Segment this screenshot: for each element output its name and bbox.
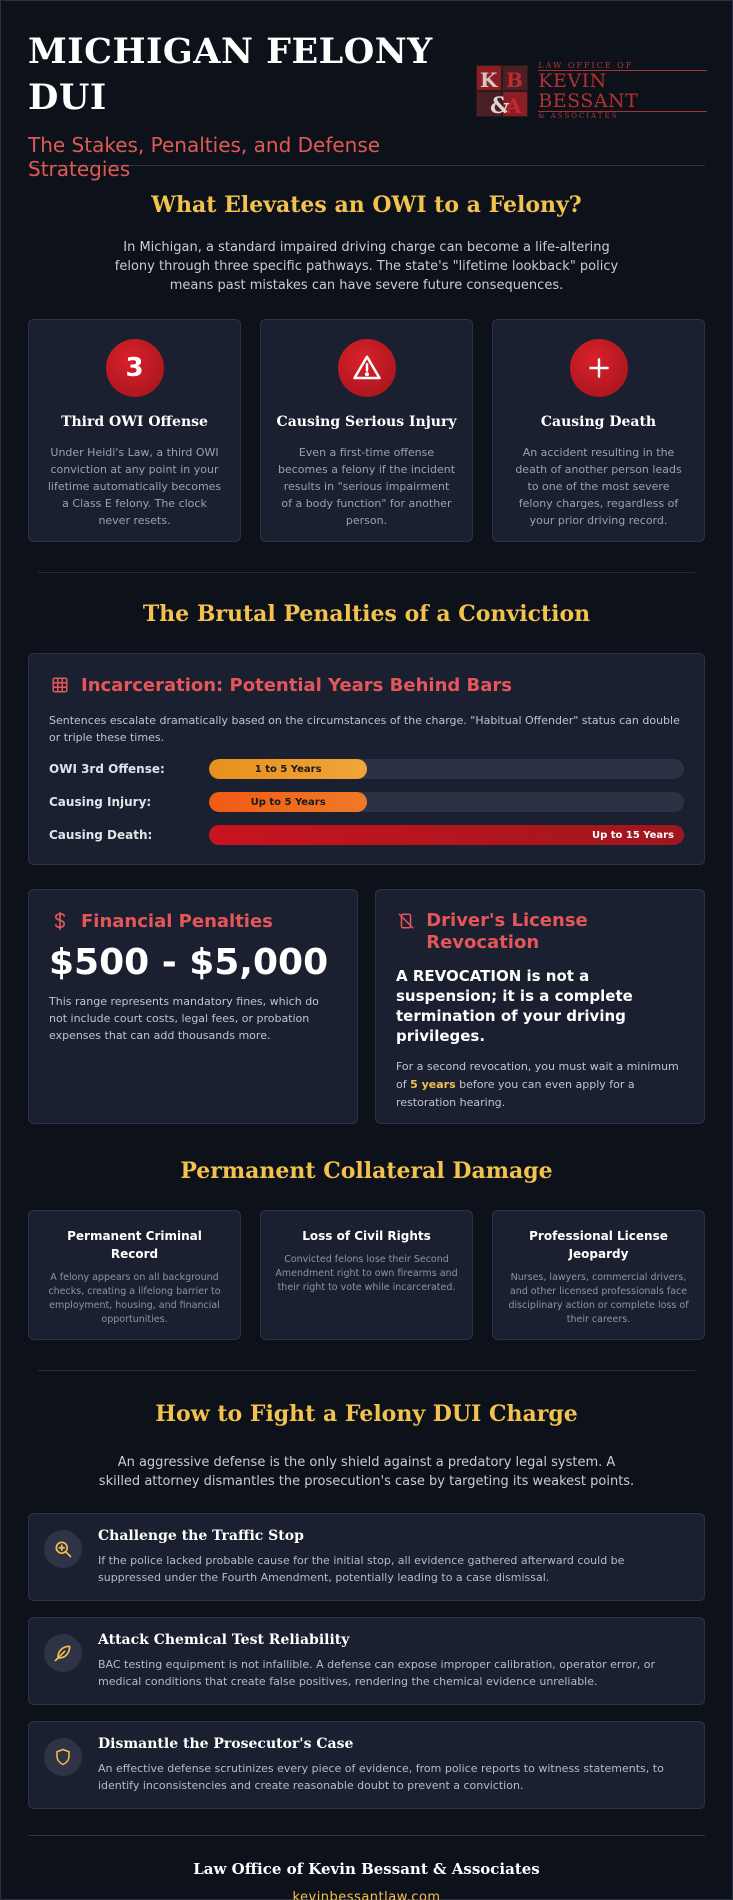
defense-title: Attack Chemical Test Reliability: [98, 1632, 350, 1648]
sentence-bar-row: [49, 825, 684, 845]
section-divider: [38, 1370, 695, 1371]
defense-strategies: [28, 1513, 705, 1809]
footer-website-link[interactable]: kevinbessantlaw.com: [292, 1890, 441, 1900]
pathway-card-third-offense: [28, 319, 241, 542]
feather-icon: [44, 1634, 82, 1672]
pathway-text: Under Heidi's Law, a third OWI conviction at any point in your lifetime automatically becomes a Class E felony. The clock never resets.: [47, 446, 222, 527]
number-3-icon: 3: [106, 339, 164, 397]
logo-wordmark: [538, 61, 707, 120]
no-phone-icon: [396, 910, 416, 932]
header: [28, 1, 705, 181]
pathway-title: Causing Serious Injury: [276, 414, 457, 430]
revocation-statement: A REVOCATION is not a suspension; it is a complete termination of your driving privileges.: [396, 967, 633, 1045]
sentence-bar-label: Causing Injury:: [49, 795, 152, 809]
sentence-bar-fill: 1 to 5 Years: [209, 759, 367, 779]
penalty-columns: [28, 889, 705, 1124]
defense-body: [98, 1736, 689, 1794]
financial-header: [49, 910, 337, 932]
incarceration-header: [49, 674, 684, 696]
collateral-title: Loss of Civil Rights: [302, 1229, 431, 1243]
sentence-bar-row: [49, 759, 684, 779]
defense-body: [98, 1632, 689, 1690]
revocation-text-before: For a second revocation, you must wait a minimum of: [396, 1060, 679, 1091]
financial-title: Financial Penalties: [81, 910, 273, 932]
sentence-bar-track: [209, 825, 684, 845]
felony-pathways: [28, 319, 705, 542]
logo-top-line: LAW OFFICE OF: [538, 61, 634, 70]
page-subtitle: The Stakes, Penalties, and Defense Strategies: [28, 133, 381, 181]
collateral-cards: [28, 1210, 705, 1340]
svg-text:A: A: [506, 93, 522, 117]
penalties-section-title: The Brutal Penalties of a Conviction: [142, 601, 591, 627]
collateral-card-criminal-record: [28, 1210, 241, 1340]
elevates-intro: In Michigan, a standard impaired driving charge can become a life-altering felony through three specific pathways. The state's "lifetime lookback" policy means past mistakes can have severe future consequences.: [114, 240, 619, 293]
defense-text: An effective defense scrutinizes every piece of evidence, from police reports to witness statements, to identify inconsistencies and create reasonable doubt to prevent a conviction.: [98, 1762, 664, 1792]
revocation-text: [396, 1058, 684, 1112]
sentence-bar-label: Causing Death:: [49, 828, 153, 842]
defense-title: Dismantle the Prosecutor's Case: [98, 1736, 354, 1752]
sentence-bar-row: [49, 792, 684, 812]
collateral-text: Nurses, lawyers, commercial drivers, and other licensed professionals face disciplinary action or complete loss of their careers.: [508, 1272, 689, 1325]
pathway-card-serious-injury: [260, 319, 473, 542]
header-text: [28, 29, 476, 181]
svg-text:K: K: [480, 67, 498, 92]
defense-text: If the police lacked probable cause for the initial stop, all evidence gathered afterward could be suppressed under the Fourth Amendment, potentially leading to a case dismissal.: [98, 1554, 625, 1584]
incarceration-card: [28, 653, 705, 865]
collateral-card-professional-license: [492, 1210, 705, 1340]
logo-bottom-line: & ASSOCIATES: [538, 112, 619, 120]
svg-text:&: &: [490, 92, 511, 117]
license-header: [396, 910, 684, 954]
collateral-title: Professional License Jeopardy: [529, 1229, 668, 1261]
firm-logo: [476, 61, 707, 120]
defense-text: BAC testing equipment is not infallible. A defense can expose improper calibration, operator error, or medical conditions that create false positives, rendering the chemical evidence unreliable.: [98, 1658, 655, 1688]
footer: [28, 1835, 705, 1900]
collateral-section-title: Permanent Collateral Damage: [180, 1158, 553, 1184]
plus-icon: [570, 339, 628, 397]
defense-title: Challenge the Traffic Stop: [98, 1528, 304, 1544]
elevates-section-title: What Elevates an OWI to a Felony?: [151, 192, 582, 218]
financial-penalties-card: [28, 889, 358, 1124]
section-divider: [38, 572, 695, 573]
jail-grid-icon: [49, 674, 71, 696]
financial-text: This range represents mandatory fines, which do not include court costs, legal fees, or probation expenses that can add thousands more.: [49, 995, 319, 1042]
logo-name: KEVIN BESSANT: [538, 70, 707, 112]
incarceration-desc: Sentences escalate dramatically based on the circumstances of the charge. "Habitual Offender" status can double or triple these times.: [49, 714, 680, 744]
fine-range: $500 - $5,000: [49, 942, 329, 983]
kba-monogram-logo: [476, 65, 528, 117]
defense-section-title: How to Fight a Felony DUI Charge: [155, 1401, 578, 1427]
defense-card-prosecutor-case: [28, 1721, 705, 1809]
sentence-bar-fill: Up to 5 Years: [209, 792, 367, 812]
pathway-title: Third OWI Offense: [61, 414, 208, 430]
sentence-bar-fill: Up to 15 Years: [209, 825, 684, 845]
footer-firm-name: Law Office of Kevin Bessant & Associates: [193, 1860, 540, 1878]
revocation-highlight: 5 years: [410, 1078, 456, 1091]
warning-icon: [338, 339, 396, 397]
sentence-bar-track: [209, 759, 684, 779]
magnify-plus-icon: [44, 1530, 82, 1568]
shield-icon: [44, 1738, 82, 1776]
pathway-title: Causing Death: [540, 414, 657, 430]
svg-text:B: B: [506, 67, 524, 92]
collateral-text: A felony appears on all background checks, creating a lifelong barrier to employment, housing, and financial opportunities.: [48, 1272, 221, 1325]
defense-body: [98, 1528, 689, 1586]
sentence-bar-label: OWI 3rd Offense:: [49, 762, 165, 776]
license-revocation-card: [375, 889, 705, 1124]
collateral-title: Permanent Criminal Record: [67, 1229, 202, 1261]
collateral-text: Convicted felons lose their Second Amendment right to own firearms and their right to vote while incarcerated.: [275, 1254, 458, 1293]
incarceration-title: Incarceration: Potential Years Behind Bars: [81, 674, 512, 696]
sentence-bar-track: [209, 792, 684, 812]
defense-card-chemical-test: [28, 1617, 705, 1705]
page-title: MICHIGAN FELONY DUI: [28, 31, 433, 118]
revocation-text-after: before you can even apply for a restoration hearing.: [396, 1078, 635, 1109]
pathway-text: An accident resulting in the death of another person leads to one of the most severe felony charges, regardless of your prior driving record.: [515, 446, 682, 527]
dollar-icon: [49, 910, 71, 932]
collateral-card-civil-rights: [260, 1210, 473, 1340]
license-title: Driver's License Revocation: [426, 910, 588, 953]
defense-card-traffic-stop: [28, 1513, 705, 1601]
pathway-card-death: [492, 319, 705, 542]
defense-intro: An aggressive defense is the only shield against a predatory legal system. A skilled attorney dismantles the prosecution's case by targeting its weakest points.: [98, 1455, 635, 1489]
pathway-text: Even a first-time offense becomes a felony if the incident results in "serious impairment of a body function" for another person.: [277, 446, 456, 527]
